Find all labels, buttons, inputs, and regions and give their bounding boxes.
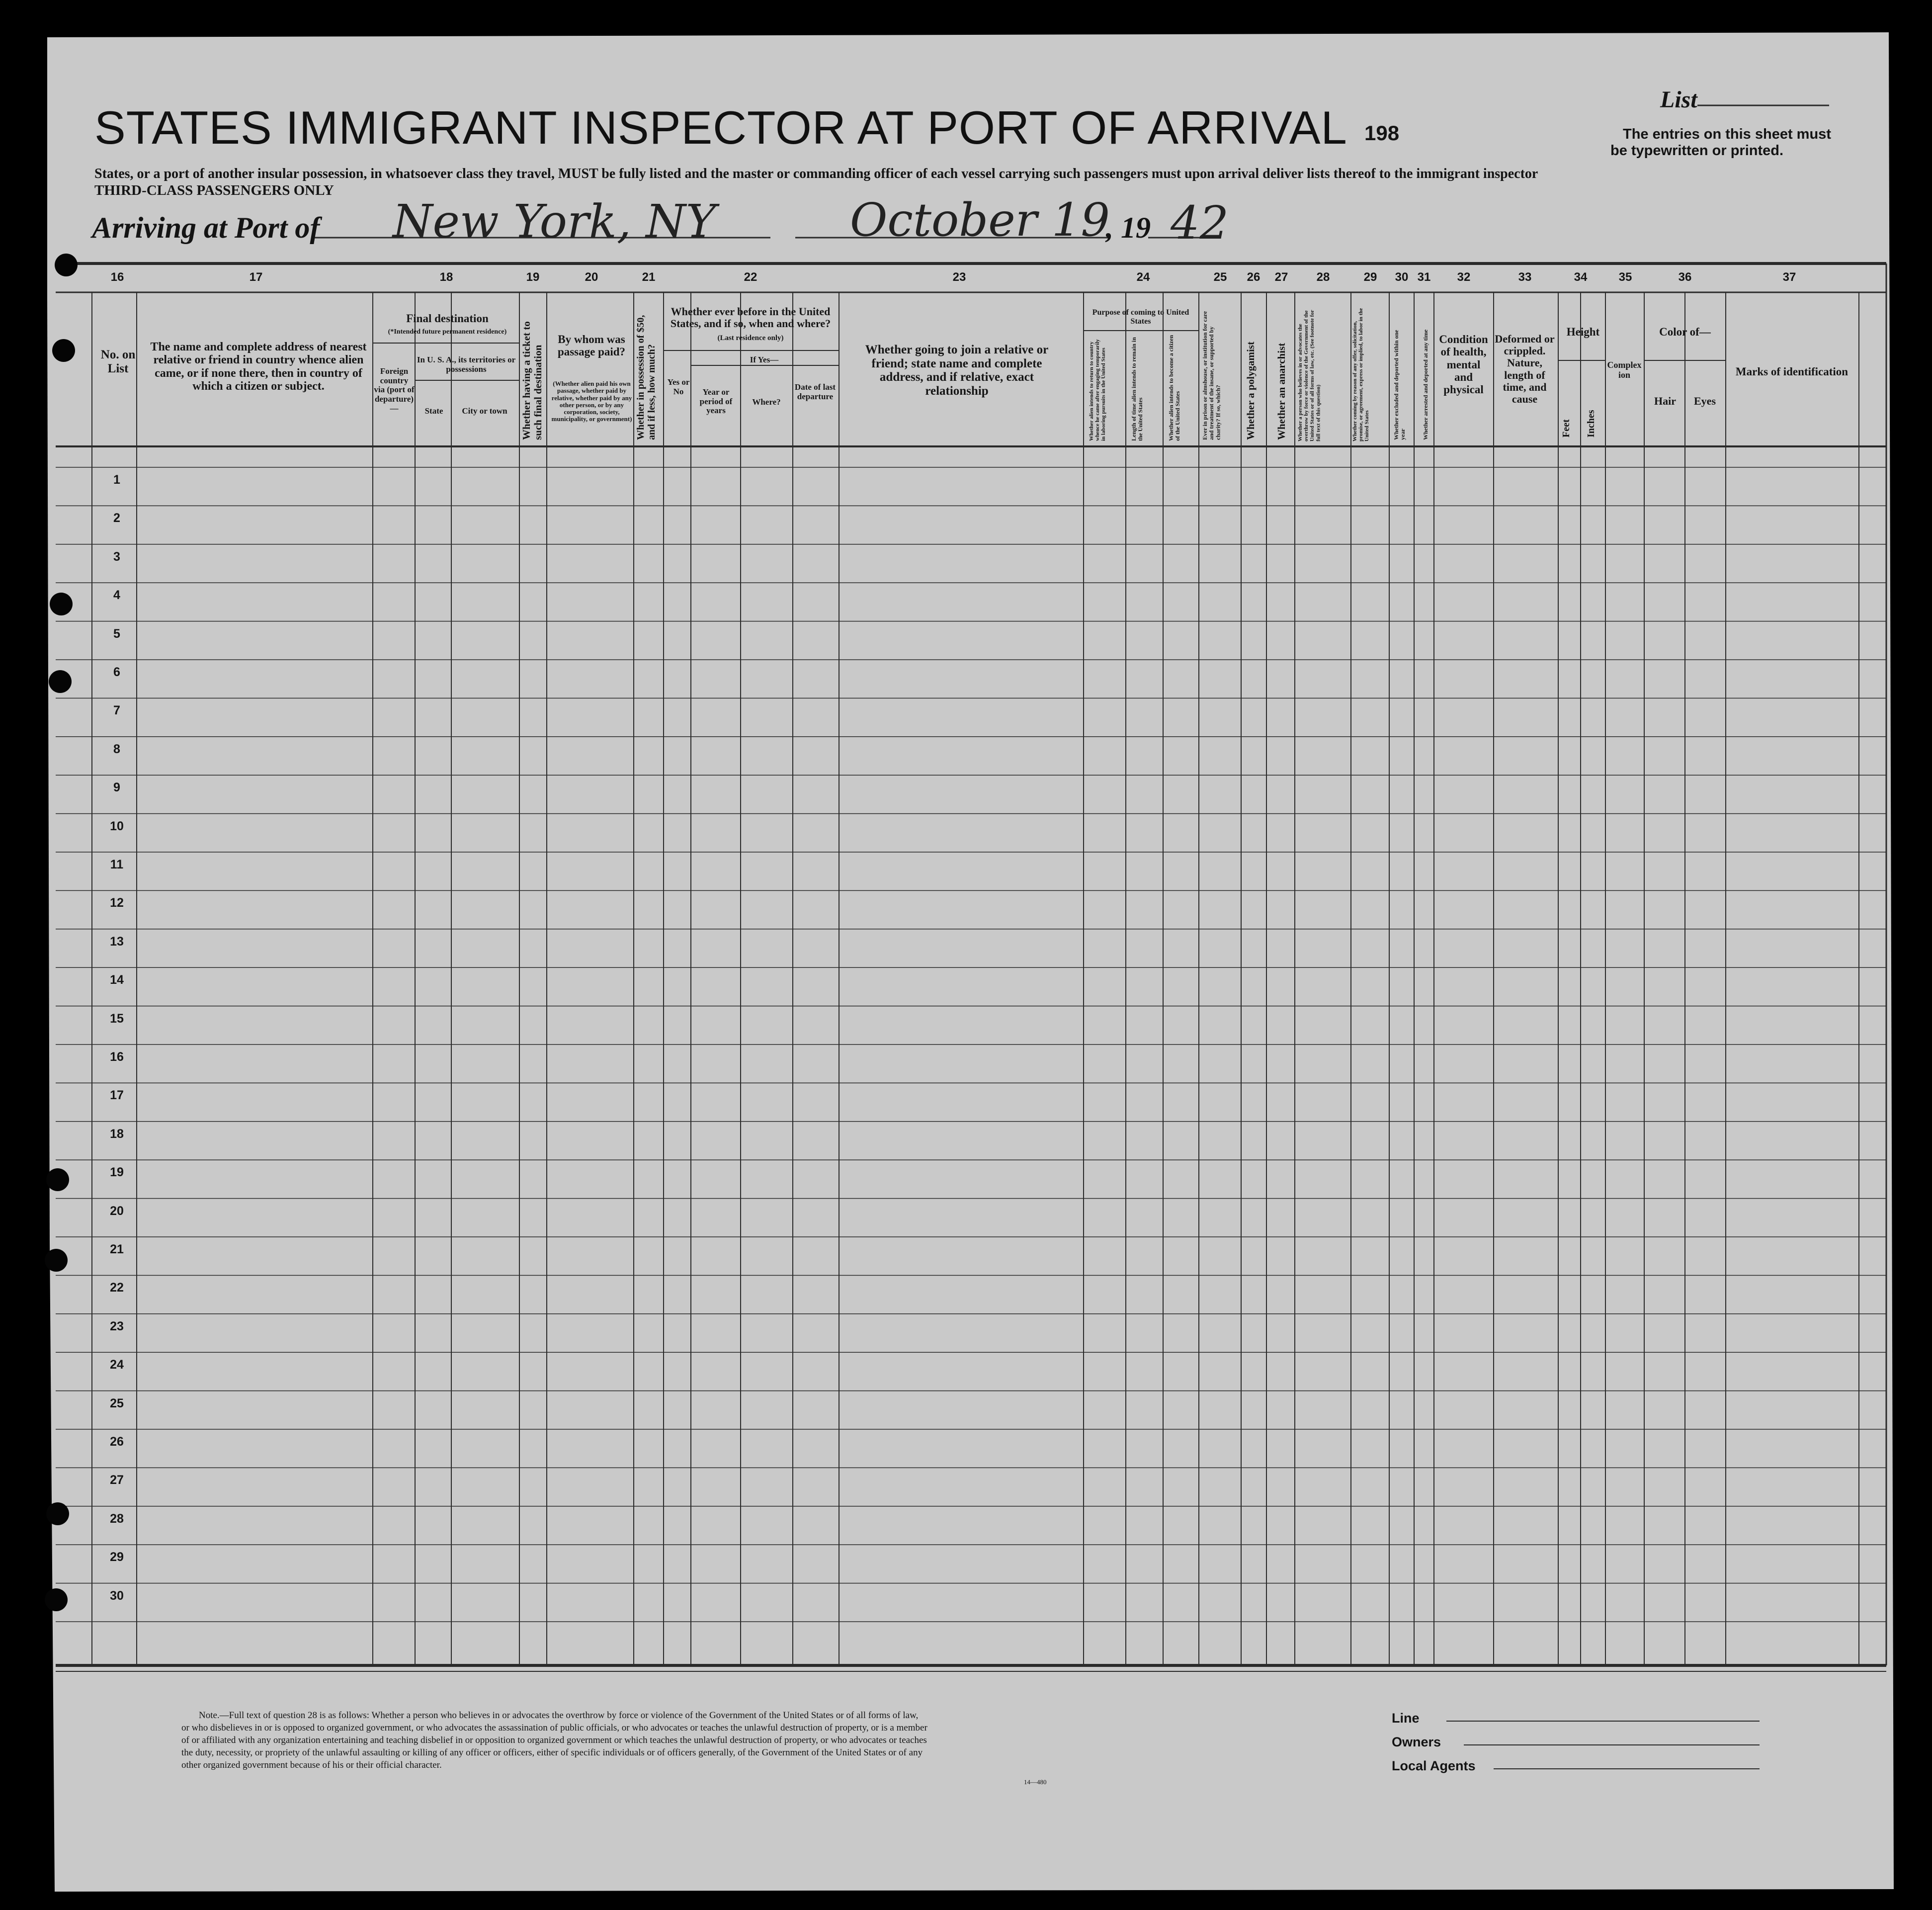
row-number: 8 bbox=[113, 742, 120, 756]
date-handwritten: October 19 bbox=[850, 193, 1110, 247]
row-number: 3 bbox=[113, 549, 120, 564]
col18-city: City or town bbox=[462, 406, 507, 416]
row-number: 24 bbox=[110, 1358, 124, 1372]
col20-note: (Whether alien paid his own passage, whether paid by relative, whether paid by any other person, or by any corporation, society, municipality, or government) bbox=[551, 380, 632, 423]
port-handwritten: New York, NY bbox=[393, 195, 716, 248]
row-number: 27 bbox=[110, 1473, 124, 1487]
row-number: 5 bbox=[113, 626, 120, 641]
col18-state: State bbox=[424, 406, 443, 416]
row-number: 19 bbox=[110, 1165, 124, 1180]
col22-title: Whether ever before in the United States, and if so, when and where? bbox=[670, 305, 831, 330]
row-number: 13 bbox=[110, 934, 124, 949]
row-number: 6 bbox=[113, 665, 120, 679]
row-number: 18 bbox=[110, 1127, 124, 1141]
col27-header: Whether an anarchist bbox=[1275, 343, 1287, 440]
column-number-23: 23 bbox=[952, 270, 966, 284]
col17-header: The name and complete address of nearest relative or friend in country whence alien came, or if none there, then in country of which a citizen or subject. bbox=[150, 341, 367, 393]
col18-usa: In U. S. A., its territories or possessions bbox=[417, 355, 516, 374]
binder-hole bbox=[46, 1168, 69, 1191]
year-prefix: , 19 bbox=[1106, 211, 1151, 244]
col20-header: By whom was passage paid? bbox=[557, 333, 626, 358]
col24-b: Length of time alien intends to remain in the United States bbox=[1130, 337, 1144, 441]
column-number-16: 16 bbox=[110, 270, 124, 284]
column-number-27: 27 bbox=[1274, 270, 1288, 284]
col36-hair: Hair bbox=[1654, 395, 1676, 407]
row-number: 15 bbox=[110, 1011, 124, 1026]
row-number: 7 bbox=[113, 703, 120, 718]
row-number: 17 bbox=[110, 1088, 124, 1103]
local-agents-label: Local Agents bbox=[1392, 1758, 1476, 1773]
col18-title: Final destination bbox=[406, 312, 489, 325]
form-number: 14—480 bbox=[1024, 1778, 1047, 1786]
col33-header: Deformed or crippled. Nature, length of time, and cause bbox=[1495, 333, 1555, 405]
binder-hole bbox=[45, 1249, 68, 1272]
row-number: 11 bbox=[110, 858, 124, 871]
col22-where: Where? bbox=[752, 397, 781, 407]
form-title: STATES IMMIGRANT INSPECTOR AT PORT OF ARRIVAL bbox=[94, 101, 1347, 154]
row-number: 16 bbox=[110, 1050, 124, 1064]
col34-feet: Feet bbox=[1561, 419, 1572, 437]
column-number-20: 20 bbox=[585, 270, 598, 284]
row-number: 4 bbox=[113, 588, 120, 603]
col30-header: Whether excluded and deported within one year bbox=[1393, 330, 1407, 440]
col24-c: Whether alien intends to become a citizen of the United States bbox=[1168, 335, 1181, 441]
col16-header: No. on List bbox=[100, 348, 136, 375]
row-number: 14 bbox=[110, 973, 124, 987]
column-number-24: 24 bbox=[1136, 270, 1150, 284]
row-number: 21 bbox=[110, 1242, 124, 1256]
column-number-34: 34 bbox=[1574, 270, 1588, 284]
column-number-33: 33 bbox=[1518, 270, 1532, 284]
col25-header: Ever in prison or almshouse, or institution for care and treatment of the insane, or supported by charity? If so, which? bbox=[1201, 311, 1222, 440]
row-number: 9 bbox=[113, 781, 120, 795]
row-number: 26 bbox=[110, 1435, 124, 1449]
column-number-18: 18 bbox=[439, 270, 453, 284]
row-number: 2 bbox=[113, 511, 120, 525]
col37-header: Marks of identification bbox=[1735, 365, 1848, 378]
column-number-31: 31 bbox=[1417, 270, 1431, 284]
row-number: 28 bbox=[110, 1511, 124, 1526]
col34-inches: Inches bbox=[1586, 410, 1596, 437]
col34-title: Height bbox=[1566, 326, 1600, 338]
footnote-line3: of or affiliated with any organization entertaining and teaching disbelief in or opposition to organized government or which teaches the unlawful destruction of property, or who advocates or teaches bbox=[181, 1735, 927, 1745]
col21-header: Whether in possession of $50, and if less, how much? bbox=[635, 315, 657, 440]
col36-title: Color of— bbox=[1659, 326, 1711, 338]
col19-header: Whether having a ticket to such final destination bbox=[520, 321, 544, 440]
entries-note-line1: The entries on this sheet must bbox=[1623, 126, 1831, 142]
footnote-line2: or who disbelieves in or is opposed to organized government, or who advocates the assassination of public officials, or who advocates or teaches the unlawful destruction of property, or is a member bbox=[181, 1723, 927, 1733]
column-number-17: 17 bbox=[249, 270, 263, 284]
col22-years: Year or period of years bbox=[699, 387, 733, 416]
column-number-28: 28 bbox=[1316, 270, 1330, 284]
footnote-line1: Note.—Full text of question 28 is as follows: Whether a person who believes in or advocates the overthrow by force or violence of the Government of the United States or of all forms of law, bbox=[199, 1710, 919, 1721]
line-label: Line bbox=[1392, 1711, 1420, 1726]
entries-note-line2: be typewritten or printed. bbox=[1610, 143, 1784, 159]
column-number-29: 29 bbox=[1363, 270, 1377, 284]
binder-hole bbox=[46, 1502, 69, 1525]
row-number: 22 bbox=[110, 1281, 124, 1295]
page-number: 198 bbox=[1364, 121, 1400, 145]
col26-header: Whether a polygamist bbox=[1245, 342, 1257, 440]
col35-header: Complexion bbox=[1607, 360, 1642, 380]
row-number: 29 bbox=[110, 1550, 124, 1564]
col31-header: Whether arrested and deported at any time bbox=[1422, 329, 1429, 440]
instruction-text: States, or a port of another insular possession, in whatsoever class they travel, MUST be fully listed and the master or commanding officer of each vessel carrying such passengers must upon arrival deliver lists thereof to the immigrant inspector bbox=[94, 166, 1538, 181]
col22-note: (Last residence only) bbox=[717, 334, 784, 342]
row-number: 10 bbox=[110, 819, 124, 833]
col28-header: Whether a person who believes in or advocates the overthrow by force or violence of the Government of the United States or of all forms of law, etc. (See footnote for full text of this question) bbox=[1297, 310, 1322, 441]
binder-hole bbox=[55, 254, 78, 276]
col24-a: Whether alien intends to return to country whence he came after engaging temporarily in laboring pursuits in the United States bbox=[1089, 339, 1107, 441]
footnote-line4: the duty, necessity, or propriety of the unlawful assaulting or killing of any officer or officers, either of specific individuals or of officers generally, of the Government of the United States or of any bbox=[181, 1747, 923, 1758]
owners-label: Owners bbox=[1392, 1735, 1441, 1749]
row-number: 1 bbox=[113, 473, 120, 487]
col22-date: Date of last departure bbox=[794, 382, 836, 401]
footnote-line5: other organized government because of his or their official character. bbox=[181, 1760, 442, 1770]
col22-ifyes: If Yes— bbox=[750, 355, 779, 364]
column-number-36: 36 bbox=[1678, 270, 1692, 284]
arriving-label: Arriving at Port of bbox=[92, 211, 320, 244]
column-number-22: 22 bbox=[744, 270, 757, 284]
column-number-25: 25 bbox=[1213, 270, 1227, 284]
column-number-35: 35 bbox=[1618, 270, 1632, 284]
col32-header: Condition of health, mental and physical bbox=[1439, 333, 1488, 396]
year-handwritten: 42 bbox=[1171, 196, 1229, 250]
column-number-37: 37 bbox=[1782, 270, 1796, 284]
paper-sheet bbox=[47, 32, 1894, 1892]
binder-hole bbox=[52, 339, 75, 362]
col22-yesno: Yes or No bbox=[667, 377, 690, 396]
binder-hole bbox=[50, 593, 73, 615]
col23-header: Whether going to join a relative or friend; state name and complete address, and if relative, exact relationship bbox=[865, 343, 1049, 398]
column-number-32: 32 bbox=[1457, 270, 1471, 284]
row-number: 23 bbox=[110, 1319, 124, 1333]
row-number: 12 bbox=[110, 896, 124, 910]
col18-note: (*Intended future permanent residence) bbox=[388, 328, 507, 336]
col18-foreign: Foreign country via (port of departure)— bbox=[374, 366, 415, 413]
row-number: 25 bbox=[110, 1396, 124, 1410]
col36-eyes: Eyes bbox=[1694, 395, 1716, 407]
col29-header: Whether coming by reason of any offer, solicitation, promise, or agreement, express or implied, to labor in the United States bbox=[1352, 308, 1370, 441]
row-number: 20 bbox=[110, 1204, 124, 1218]
list-label: List bbox=[1660, 87, 1697, 113]
row-number: 30 bbox=[110, 1588, 124, 1603]
column-number-21: 21 bbox=[642, 270, 656, 284]
binder-hole bbox=[49, 670, 72, 693]
column-number-26: 26 bbox=[1247, 270, 1260, 284]
column-number-19: 19 bbox=[526, 270, 540, 284]
col24-title: Purpose of coming to United States bbox=[1092, 308, 1189, 326]
class-label: THIRD-CLASS PASSENGERS ONLY bbox=[94, 182, 334, 198]
binder-hole bbox=[45, 1588, 68, 1611]
column-number-30: 30 bbox=[1395, 270, 1409, 284]
